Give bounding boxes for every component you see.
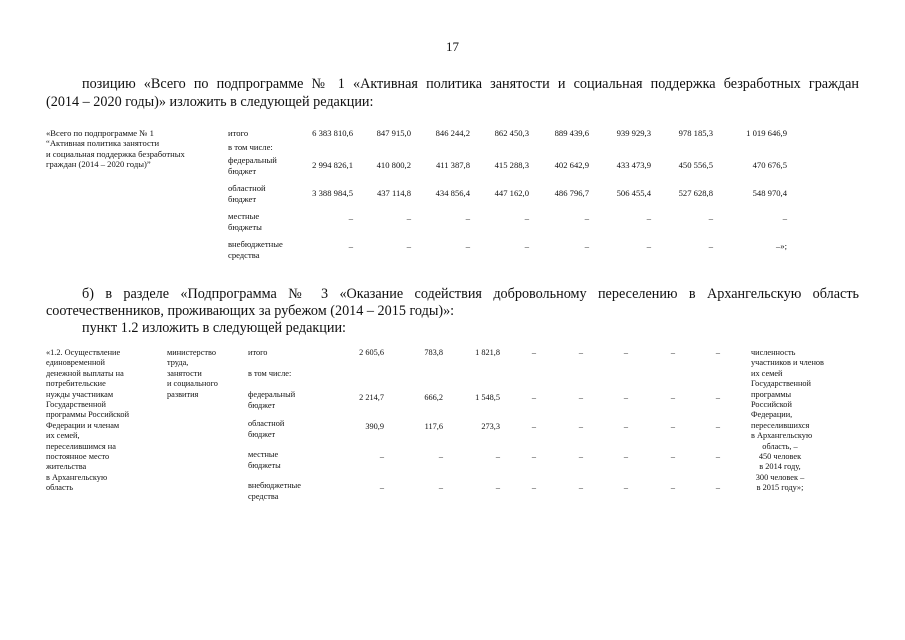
- table1-cell: 433 473,9: [616, 160, 651, 170]
- table1-cell: 486 796,7: [554, 188, 589, 198]
- table2-cell: –: [715, 452, 720, 461]
- table2-cell: –: [438, 452, 443, 461]
- table2-description-line: их семей,: [46, 431, 80, 441]
- table2-result-line: программы: [751, 389, 792, 399]
- table2-cell: –: [623, 393, 628, 402]
- table2-cell: –: [715, 348, 720, 357]
- table1-cell: 548 970,4: [752, 188, 787, 198]
- table1-cell: –»;: [776, 241, 787, 251]
- table2-result-line: в 2015 году»;: [756, 483, 804, 493]
- table1-cell: 447 162,0: [494, 188, 529, 198]
- table2-cell: –: [670, 393, 675, 402]
- table2-description-line: в Архангельскую: [46, 472, 108, 482]
- table2-row-label: в том числе:: [248, 369, 292, 378]
- page-number: 17: [446, 39, 459, 54]
- table2-description-line: жительства: [46, 462, 87, 472]
- table1-cell: –: [646, 241, 651, 251]
- table1-title-line: и социальная поддержка безработных: [46, 148, 185, 159]
- table2-cell: –: [623, 452, 628, 461]
- table1-cell: 506 455,4: [616, 188, 651, 198]
- table2-description-line: программы Российской: [46, 410, 130, 420]
- table2-result-line: область, –: [762, 441, 798, 451]
- table2-description-line: переселившимся на: [46, 441, 116, 451]
- table2-description-line: Федерации и членам: [46, 420, 120, 430]
- table2-description-line: область: [46, 483, 74, 493]
- table2-cell: 117,6: [424, 422, 443, 431]
- table2-cell: –: [495, 452, 500, 461]
- table1-cell: –: [348, 213, 353, 223]
- intro-line-2: (2014 – 2020 годы)» изложить в следующей редакции:: [46, 94, 374, 110]
- table1-cell: –: [782, 213, 787, 223]
- table2-cell: 666,2: [424, 393, 443, 402]
- table2-cell: –: [623, 483, 628, 492]
- table2-result-line: их семей: [751, 368, 783, 378]
- table2-cell: –: [578, 483, 583, 492]
- table1-row-label: внебюджетные: [228, 239, 283, 249]
- table2-row-label: федеральный: [248, 390, 296, 399]
- table2-result-line: 450 человек: [758, 452, 802, 461]
- table1-cell: –: [348, 241, 353, 251]
- table2-cell: –: [715, 483, 720, 492]
- table1-row-label: бюджет: [228, 193, 257, 204]
- table2-executor-line: труда,: [167, 358, 189, 368]
- table2-result-line: участников и членов: [751, 358, 824, 368]
- table1-cell: 846 244,2: [435, 128, 470, 138]
- table2-cell: 390,9: [365, 422, 384, 431]
- table2-cell: –: [578, 422, 583, 431]
- table2-result-line: в 2014 году,: [759, 462, 801, 472]
- table2-executor-line: министерство: [167, 348, 217, 357]
- table1-cell: 6 383 810,6: [312, 128, 353, 138]
- table1-cell: –: [406, 241, 411, 251]
- table2-row-label: средства: [248, 491, 279, 501]
- section-b-line-2: соотечественников, проживающих за рубежом (2014 – 2015 годы)»:: [46, 303, 455, 319]
- table1-row-label: областной: [228, 183, 266, 193]
- table2-description-line: нужды участникам: [46, 389, 114, 399]
- table2-cell: –: [531, 452, 536, 461]
- table2-row-label: местные: [248, 450, 279, 459]
- table2-result-line: Государственной: [751, 379, 812, 389]
- table1-cell: –: [524, 241, 529, 251]
- table1-cell: –: [524, 213, 529, 223]
- table2-cell: –: [531, 422, 536, 431]
- table2-cell: –: [670, 348, 675, 357]
- table2-cell: –: [495, 483, 500, 492]
- table2-cell: –: [578, 452, 583, 461]
- table1-cell: 434 856,4: [435, 188, 470, 198]
- table1-cell: –: [584, 241, 589, 251]
- table2-cell: 2 214,7: [359, 393, 384, 402]
- table2-description-line: единовременной: [46, 358, 105, 368]
- table1-cell: –: [708, 241, 713, 251]
- table2-result-line: численность: [751, 348, 796, 357]
- table2-result-line: 300 человек –: [755, 472, 805, 482]
- table2-description-line: потребительские: [46, 379, 106, 389]
- table1-cell: –: [465, 213, 470, 223]
- table2-cell: –: [438, 483, 443, 492]
- table1-title-line: “Активная политика занятости: [46, 138, 160, 149]
- table2-cell: –: [715, 393, 720, 402]
- table1-cell: 889 439,6: [554, 128, 589, 138]
- table2-row-label: бюджеты: [248, 460, 281, 470]
- table1-cell: 410 800,2: [376, 160, 411, 170]
- table2-result-line: переселившихся: [751, 420, 810, 430]
- table2-description-line: Государственной: [46, 400, 107, 409]
- table2-cell: –: [670, 483, 675, 492]
- table2-row-label: итого: [248, 348, 268, 357]
- table1-cell: –: [584, 213, 589, 223]
- table2-row-label: внебюджетные: [248, 481, 301, 490]
- table1-cell: 527 628,8: [678, 188, 713, 198]
- table1-cell: –: [708, 213, 713, 223]
- table2-result-line: Федерации,: [751, 410, 793, 420]
- table1-title-line: «Всего по подпрограмме № 1: [46, 128, 154, 138]
- table2-cell: –: [623, 348, 628, 357]
- table1-cell: 1 019 646,9: [746, 128, 787, 138]
- table1-title-line: граждан (2014 – 2020 годы)”: [46, 159, 151, 170]
- table2-cell: –: [531, 483, 536, 492]
- table2-cell: 2 605,6: [359, 348, 384, 357]
- table1-row-label: федеральный: [228, 155, 277, 165]
- table2-row-label: бюджет: [248, 429, 276, 439]
- table1-cell: 2 994 826,1: [312, 160, 353, 170]
- table2-cell: 273,3: [481, 422, 500, 431]
- table2-result-line: Российской: [751, 400, 792, 409]
- table1-row-label: бюджет: [228, 165, 257, 176]
- table1-row-label: средства: [228, 249, 260, 260]
- table2-cell: –: [379, 452, 384, 461]
- table1-cell: 402 642,9: [554, 160, 589, 170]
- table2-cell: –: [531, 348, 536, 357]
- table2-cell: –: [578, 393, 583, 402]
- table2-cell: 783,8: [424, 348, 443, 357]
- table2-description-line: постоянное место: [46, 452, 110, 461]
- table2-cell: –: [531, 393, 536, 402]
- table2-description-line: денежной выплаты на: [46, 368, 124, 378]
- table2-row-label: бюджет: [248, 400, 276, 410]
- table2-result-line: в Архангельскую: [751, 431, 813, 441]
- table1-row-label: местные: [228, 211, 260, 221]
- table1-cell: 415 288,3: [494, 160, 529, 170]
- table2-row-label: областной: [248, 419, 285, 428]
- table2-cell: 1 821,8: [475, 348, 500, 357]
- table2-executor-line: занятости: [167, 368, 202, 378]
- table1-row-label: итого: [228, 128, 249, 138]
- table1-cell: 450 556,5: [678, 160, 713, 170]
- table1-cell: 847 915,0: [376, 128, 411, 138]
- table2-cell: –: [670, 452, 675, 461]
- table2-cell: –: [578, 348, 583, 357]
- table1-cell: 939 929,3: [616, 128, 651, 138]
- table2-description-line: «1.2. Осуществление: [46, 348, 121, 357]
- table1-cell: –: [406, 213, 411, 223]
- table2-cell: –: [379, 483, 384, 492]
- table1-cell: –: [465, 241, 470, 251]
- table1-cell: 3 388 984,5: [312, 188, 353, 198]
- table1-cell: 437 114,8: [376, 188, 411, 198]
- table2-cell: –: [715, 422, 720, 431]
- section-b-line-3: пункт 1.2 изложить в следующей редакции:: [82, 320, 346, 336]
- table1-cell: –: [646, 213, 651, 223]
- table2-cell: –: [670, 422, 675, 431]
- table1-cell: 978 185,3: [678, 128, 713, 138]
- table2-executor-line: и социального: [167, 379, 218, 389]
- table1-cell: 411 387,8: [435, 160, 470, 170]
- table1-row-label: в том числе:: [228, 142, 273, 152]
- table1-cell: 470 676,5: [752, 160, 787, 170]
- table2-cell: 1 548,5: [475, 393, 500, 402]
- table2-executor-line: развития: [167, 389, 199, 399]
- table1-cell: 862 450,3: [494, 128, 529, 138]
- table2-cell: –: [623, 422, 628, 431]
- intro-line-1: позицию «Всего по подпрограмме № 1 «Активная политика занятости и социальная поддержка безработных граждан: [82, 76, 859, 92]
- section-b-line-1: б) в разделе «Подпрограмма № 3 «Оказание содействия добровольному переселению в Архангельскую область: [82, 286, 859, 302]
- table1-row-label: бюджеты: [228, 221, 262, 232]
